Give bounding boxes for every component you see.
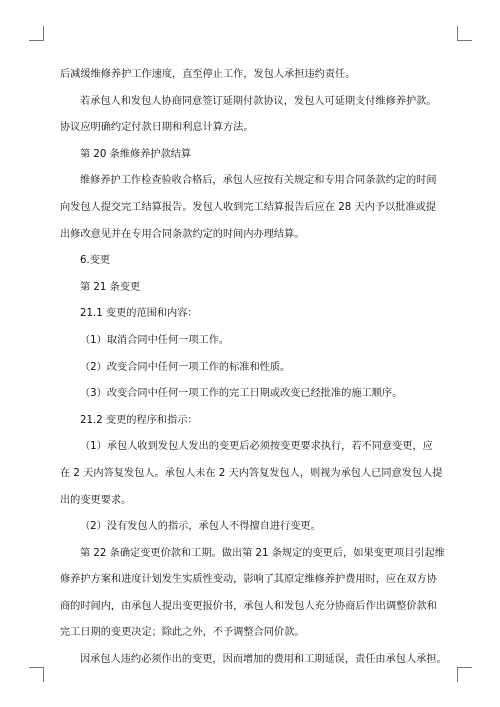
text-line: 因承包人违约必须作出的变更，因而增加的费用和工期延误，责任由承包人承担。 bbox=[80, 654, 447, 666]
section-heading: 第 20 条维修养护款结算 bbox=[80, 148, 192, 160]
text-line: 第 22 条确定变更价款和工期。做出第 21 条规定的变更后，如果变更项目引起维 bbox=[80, 547, 445, 559]
list-item: （3）改变合同中任何一项工作的完工日期或改变已经批准的施工顺序。 bbox=[80, 388, 403, 400]
document-body bbox=[60, 62, 447, 674]
crop-mark-bottom-right bbox=[457, 667, 472, 682]
list-item: （1）取消合同中任何一项工作。 bbox=[80, 334, 230, 346]
text-line: 向发包人提交完工结算报告。发包人收到完工结算报告后应在 28 天内予以批准或提 bbox=[60, 201, 436, 213]
list-item: （1）承包人收到发包人发出的变更后必须按变更要求执行，若不同意变更，应 bbox=[80, 441, 433, 453]
section-heading: 6.变更 bbox=[80, 255, 111, 267]
text-line: 后减缓维修养护工作速度，直至停止工作，发包人承担违约责任。 bbox=[60, 69, 356, 80]
text-line: 商的时间内，由承包人提出变更报价书，承包人和发包人充分协商后作出调整价款和 bbox=[60, 600, 437, 612]
text-line: 维修养护工作检查验收合格后，承包人应按有关规定和专用合同条款约定的时间 bbox=[80, 175, 437, 187]
text-line: 在 2 天内答复发包人。承包人未在 2 天内答复发包人，则视为承包人已同意发包人提 bbox=[60, 467, 443, 479]
section-heading: 第 21 条变更 bbox=[80, 281, 141, 293]
list-item: （2）改变合同中任何一项工作的标准和性质。 bbox=[80, 361, 291, 373]
subsection-heading: 21.1 变更的范围和内容： bbox=[80, 308, 198, 320]
text-line: 出修改意见并在专用合同条款约定的时间内办理结算。 bbox=[60, 228, 305, 240]
crop-mark-bottom-left bbox=[29, 667, 44, 682]
crop-mark-top-right bbox=[457, 26, 472, 41]
text-line: 出的变更要求。 bbox=[60, 494, 132, 506]
text-line: 完工日期的变更决定；除此之外，不予调整合同价款。 bbox=[60, 627, 305, 639]
text-line: 修养护方案和进度计划发生实质性变动，影响了其原定维修养护费用时，应在双方协 bbox=[60, 574, 437, 586]
list-item: （2）没有发包人的指示，承包人不得擅自进行变更。 bbox=[80, 521, 321, 533]
crop-mark-top-left bbox=[29, 26, 44, 41]
subsection-heading: 21.2 变更的程序和指示： bbox=[80, 414, 198, 426]
text-line: 协议应明确约定付款日期和利息计算方法。 bbox=[60, 122, 254, 134]
text-line: 若承包人和发包人协商同意签订延期付款协议，发包人可延期支付维修养护款。 bbox=[80, 95, 437, 107]
